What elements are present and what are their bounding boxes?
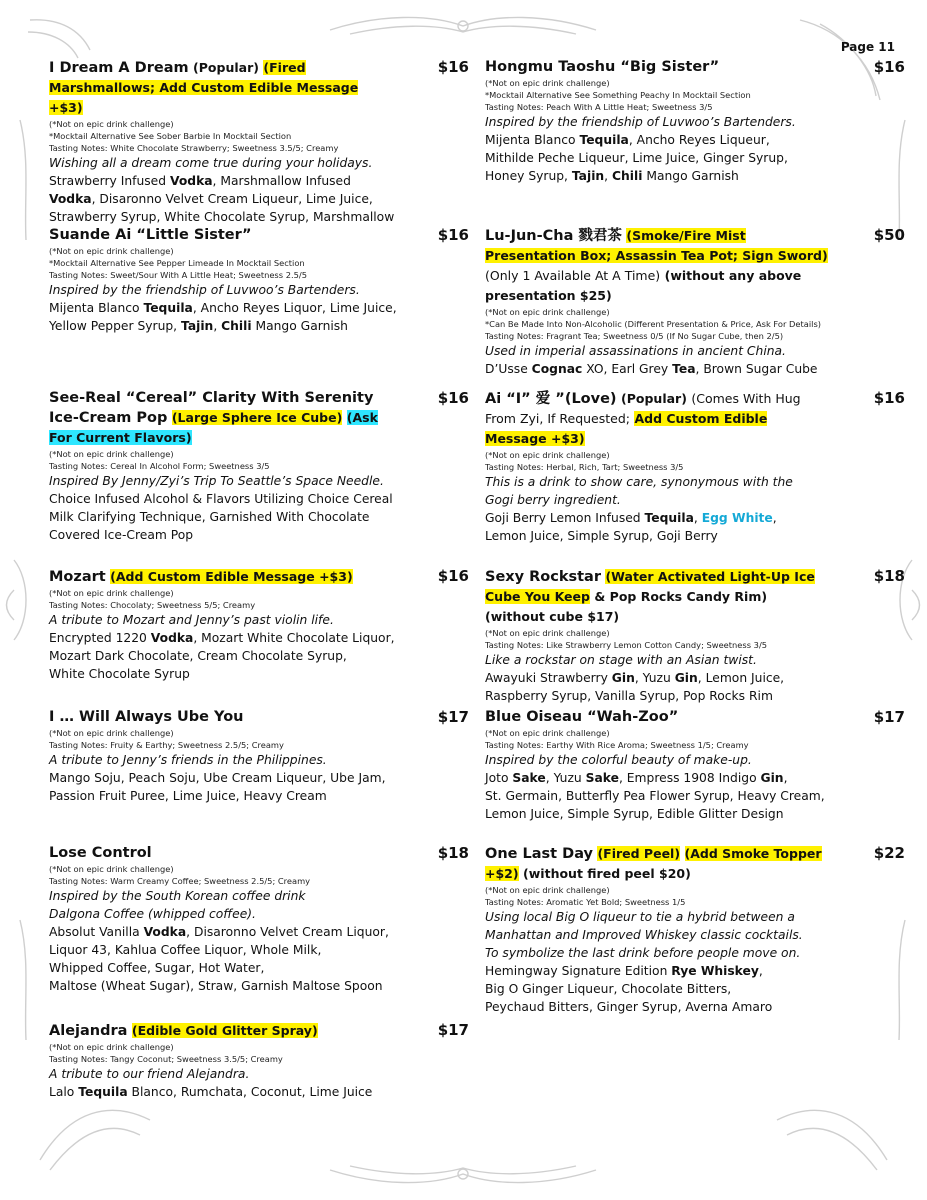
drink-name: Blue Oiseau “Wah-Zoo” — [485, 709, 679, 725]
highlight-option: (Smoke/Fire Mist Presentation Box; Assassin Tea Pot; Sign Sword) — [485, 228, 828, 263]
drink-price: $16 — [873, 389, 905, 407]
drink-price: $50 — [873, 226, 905, 244]
highlight-option: (Fired Peel) — [597, 846, 681, 861]
ingredients: Encrypted 1220 Vodka, Mozart White Chocolate Liquor, Mozart Dark Chocolate, Cream Chocolate Syrup, White Chocolate Syrup — [49, 631, 395, 681]
ingredients: D’Usse Cognac XO, Earl Grey Tea, Brown Sugar Cube — [485, 362, 818, 376]
drink-price: $16 — [437, 567, 469, 585]
rim-option: & Pop Rocks Candy Rim) — [594, 589, 768, 604]
tasting-notes: Tasting Notes: Warm Creamy Coffee; Sweetness 2.5/5; Creamy — [49, 876, 311, 886]
note: *Mocktail Alternative See Something Peachy In Mocktail Section — [485, 90, 751, 100]
tasting-notes: Tasting Notes: Tangy Coconut; Sweetness 3.5/5; Creamy — [49, 1054, 283, 1064]
highlight-option-2: (Add Smoke Topper +$2) — [485, 846, 822, 881]
drink-name: Sexy Rockstar — [485, 569, 601, 585]
description: Inspired by the colorful beauty of make-up. — [485, 753, 752, 767]
description: Inspired by the friendship of Luvwoo’s Bartenders. — [485, 115, 796, 129]
note: (*Not on epic drink challenge) — [485, 307, 610, 317]
drink-name: Mozart — [49, 569, 106, 585]
note: (*Not on epic drink challenge) — [485, 885, 610, 895]
note: (*Not on epic drink challenge) — [485, 78, 610, 88]
highlight-ask: (Ask For Current Flavors) — [49, 410, 378, 445]
description-cont: Gogi berry ingredient. — [485, 493, 621, 507]
note: (*Not on epic drink challenge) — [49, 449, 174, 459]
menu-item-suande-ai — [49, 226, 469, 335]
note: (*Not on epic drink challenge) — [49, 1042, 174, 1052]
drink-price: $22 — [873, 844, 905, 862]
note: (*Not on epic drink challenge) — [49, 246, 174, 256]
description: Inspired by the South Korean coffee drink — [49, 889, 306, 903]
menu-item-sexy-rockstar — [485, 567, 905, 705]
menu-item-ai-love — [485, 389, 905, 545]
note: *Can Be Made Into Non-Alcoholic (Different Presentation & Price, Ask For Details) — [485, 319, 822, 329]
highlight-option: Add Custom Edible Message +$3) — [485, 411, 768, 446]
drink-price: $17 — [437, 708, 469, 726]
tasting-notes: Tasting Notes: Peach With A Little Heat; Sweetness 3/5 — [485, 102, 713, 112]
description: A tribute to our friend Alejandra. — [49, 1067, 250, 1081]
note: *Mocktail Alternative See Sober Barbie In Mocktail Section — [49, 131, 292, 141]
availability-note: (Only 1 Available At A Time) — [485, 268, 661, 283]
tasting-notes: Tasting Notes: Earthy With Rice Aroma; Sweetness 1/5; Creamy — [485, 740, 749, 750]
ingredients: Choice Infused Alcohol & Flavors Utilizing Choice Cereal Milk Clarifying Technique, Garnished With Chocolate Covered Ice-Cream Pop — [49, 492, 393, 542]
tasting-notes: Tasting Notes: Fruity & Earthy; Sweetness 2.5/5; Creamy — [49, 740, 284, 750]
note: *Mocktail Alternative See Pepper Limeade In Mocktail Section — [49, 258, 305, 268]
ingredients: Mango Soju, Peach Soju, Ube Cream Liqueur, Ube Jam, Passion Fruit Puree, Lime Juice, Heavy Cream — [49, 771, 386, 803]
highlight-option: (Water Activated Light-Up Ice Cube You Keep — [485, 569, 815, 604]
tasting-notes: Tasting Notes: Fragrant Tea; Sweetness 0/5 (If No Sugar Cube, then 2/5) — [485, 331, 784, 341]
highlight-option: (Large Sphere Ice Cube) — [171, 410, 343, 425]
description: This is a drink to show care, synonymous with the — [485, 475, 793, 489]
drink-price: $18 — [437, 844, 469, 862]
highlight-option: (Add Custom Edible Message +$3) — [110, 569, 353, 584]
note: (*Not on epic drink challenge) — [49, 728, 174, 738]
drink-name: I … Will Always Ube You — [49, 709, 244, 725]
ingredients: Hemingway Signature Edition Rye Whiskey, Big O Ginger Liqueur, Chocolate Bitters, Peychaud Bitters, Ginger Syrup, Averna Amaro — [485, 964, 773, 1014]
drink-name: Lu-Jun-Cha 戮君茶 — [485, 228, 622, 244]
hug-note: (Comes With Hug From Zyi, If Requested; — [485, 391, 801, 426]
drink-name: Lose Control — [49, 845, 152, 861]
price-alternative: (without cube $17) — [485, 609, 620, 624]
page-number: Page 11 — [840, 40, 895, 54]
ingredients: Goji Berry Lemon Infused Tequila, Egg White, Lemon Juice, Simple Syrup, Goji Berry — [485, 511, 777, 543]
menu-item-hongmu-taoshu — [485, 58, 905, 185]
note: (*Not on epic drink challenge) — [49, 588, 174, 598]
ingredients: Awayuki Strawberry Gin, Yuzu Gin, Lemon Juice, Raspberry Syrup, Vanilla Syrup, Pop Rocks Rim — [485, 671, 785, 703]
drink-name: I Dream A Dream — [49, 60, 189, 76]
drink-price: $16 — [437, 226, 469, 244]
note: (*Not on epic drink challenge) — [485, 728, 610, 738]
ingredients: Absolut Vanilla Vodka, Disaronno Velvet Cream Liquor, Liquor 43, Kahlua Coffee Liquor, Whole Milk, Whipped Coffee, Sugar, Hot Water, Maltose (Wheat Sugar), Straw, Garnish Maltose Spoon — [49, 925, 389, 993]
description: Inspired by the friendship of Luvwoo’s Bartenders. — [49, 283, 360, 297]
tasting-notes: Tasting Notes: Chocolaty; Sweetness 5/5; Creamy — [49, 600, 256, 610]
tasting-notes: Tasting Notes: Aromatic Yet Bold; Sweetness 1/5 — [485, 897, 686, 907]
drink-name: Suande Ai “Little Sister” — [49, 227, 252, 243]
price-alternative: (without any above presentation $25) — [485, 268, 802, 303]
tasting-notes: Tasting Notes: White Chocolate Strawberry; Sweetness 3.5/5; Creamy — [49, 143, 339, 153]
highlight-option: (Fired Marshmallows; Add Custom Edible Message +$3) — [49, 60, 359, 115]
drink-name: See-Real “Cereal” Clarity With Serenity — [49, 390, 374, 406]
tasting-notes: Tasting Notes: Herbal, Rich, Tart; Sweetness 3/5 — [485, 462, 684, 472]
highlight-option: (Edible Gold Glitter Spray) — [131, 1023, 318, 1038]
drink-name: Ai “I” 爱 ”(Love) — [485, 391, 617, 407]
menu-item-alejandra — [49, 1021, 469, 1101]
description: Using local Big O liqueur to tie a hybrid between a — [485, 910, 795, 924]
ingredients: Mijenta Blanco Tequila, Ancho Reyes Liqueur, Mithilde Peche Liqueur, Lime Juice, Ginger Syrup, Honey Syrup, Tajin, Chili Mango Garnish — [485, 133, 788, 183]
drink-price: $16 — [873, 58, 905, 76]
menu-item-ube-you — [49, 708, 469, 805]
description: A tribute to Jenny’s friends in the Philippines. — [49, 753, 327, 767]
menu-item-lu-jun-cha — [485, 226, 905, 378]
description-cont: To symbolize the last drink before people move on. — [485, 946, 801, 960]
menu-item-i-dream-a-dream — [49, 58, 469, 226]
tasting-notes: Tasting Notes: Sweet/Sour With A Little Heat; Sweetness 2.5/5 — [49, 270, 307, 280]
drink-price: $17 — [873, 708, 905, 726]
description-cont: Manhattan and Improved Whiskey classic cocktails. — [485, 928, 803, 942]
drink-price: $16 — [437, 58, 469, 76]
popular-tag: (Popular) — [621, 391, 687, 406]
tasting-notes: Tasting Notes: Cereal In Alcohol Form; Sweetness 3/5 — [49, 461, 270, 471]
description: Wishing all a dream come true during your holidays. — [49, 156, 373, 170]
note: (*Not on epic drink challenge) — [485, 628, 610, 638]
menu-item-one-last-day — [485, 844, 905, 1016]
menu-item-lose-control — [49, 844, 469, 995]
popular-tag: (Popular) — [193, 60, 259, 75]
menu-item-blue-oiseau — [485, 708, 905, 823]
description: Inspired By Jenny/Zyi’s Trip To Seattle’s Space Needle. — [49, 474, 384, 488]
price-alternative: (without fired peel $20) — [523, 866, 691, 881]
ingredients: Joto Sake, Yuzu Sake, Empress 1908 Indigo Gin, St. Germain, Butterfly Pea Flower Syrup, Heavy Cream, Lemon Juice, Simple Syrup, Edible Glitter Design — [485, 771, 825, 821]
note: (*Not on epic drink challenge) — [49, 119, 174, 129]
description: Used in imperial assassinations in ancient China. — [485, 344, 786, 358]
ingredients: Lalo Tequila Blanco, Rumchata, Coconut, Lime Juice — [49, 1085, 373, 1099]
drink-price: $17 — [437, 1021, 469, 1039]
note: (*Not on epic drink challenge) — [485, 450, 610, 460]
menu-item-see-real-cereal — [49, 389, 469, 544]
drink-name: Alejandra — [49, 1023, 128, 1039]
ingredients: Mijenta Blanco Tequila, Ancho Reyes Liquor, Lime Juice, Yellow Pepper Syrup, Tajin, Chili Mango Garnish — [49, 301, 397, 333]
drink-name: Hongmu Taoshu “Big Sister” — [485, 59, 720, 75]
drink-name-cont: Ice-Cream Pop — [49, 410, 168, 426]
ingredients: Strawberry Infused Vodka, Marshmallow Infused Vodka, Disaronno Velvet Cream Liqueur, Lime Juice, Strawberry Syrup, White Chocolate Syrup, Marshmallow — [49, 174, 395, 224]
drink-name: One Last Day — [485, 846, 593, 862]
tasting-notes: Tasting Notes: Like Strawberry Lemon Cotton Candy; Sweetness 3/5 — [485, 640, 768, 650]
description-cont: Dalgona Coffee (whipped coffee). — [49, 907, 256, 921]
drink-price: $18 — [873, 567, 905, 585]
description: A tribute to Mozart and Jenny’s past violin life. — [49, 613, 334, 627]
description: Like a rockstar on stage with an Asian twist. — [485, 653, 757, 667]
menu-item-mozart — [49, 567, 469, 683]
drink-price: $16 — [437, 389, 469, 407]
note: (*Not on epic drink challenge) — [49, 864, 174, 874]
